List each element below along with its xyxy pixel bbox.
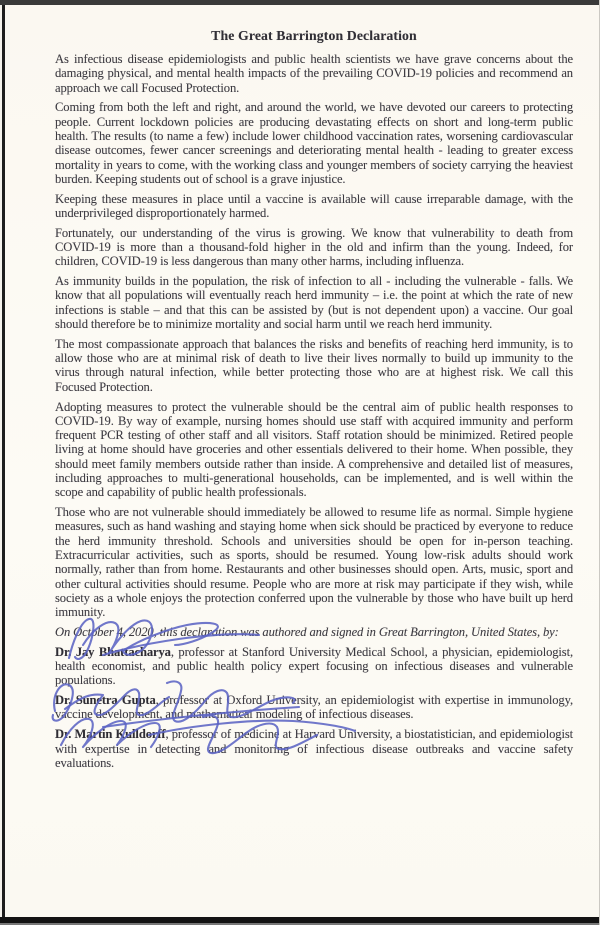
- signer-name: Dr. Jay Bhattacharya: [55, 644, 171, 659]
- paragraph-resume-life: Those who are not vulnerable should immediately be allowed to resume life as normal. Simple hygiene measures, such as hand washing and staying home when sick should be practiced by everyone to reduce the herd immunity threshold. Schools and universities should be open for in-person teaching. Extracurricular activities, such as sports, should be resumed. Young low-risk adults should work normally, rather than from home. Restaurants and other businesses should open. Arts, music, sport and other cultural activities should resume. People who are more at risk may participate if they wish, while society as a whole enjoys the protection conferred upon the vulnerable by those who have built up herd immunity.: [55, 505, 573, 620]
- signer-description: , professor of medicine at Harvard University, a biostatistician, and epidemiologist with expertise in detecting and monitoring of infectious disease outbreaks and vaccine safety evaluations.: [55, 727, 573, 770]
- signer-paragraph-gupta: [55, 693, 573, 722]
- signer-description: , professor at Oxford University, an epidemiologist with expertise in immunology, vaccine development, and mathematical modeling of infectious diseases.: [55, 693, 573, 722]
- document-title: The Great Barrington Declaration: [211, 28, 417, 43]
- signer-description: , professor at Stanford University Medical School, a physician, epidemiologist, health economist, and public health policy expert focusing on infectious diseases and vulnerable populations.: [55, 644, 573, 688]
- signer-name: Dr. Sunetra Gupta: [55, 693, 156, 708]
- paragraph-irreparable-damage: Keeping these measures in place until a vaccine is available will cause irreparable damage, with the underprivileged disproportionately harmed.: [55, 191, 573, 220]
- paragraph-focused-protection: The most compassionate approach that balances the risks and benefits of reaching herd immunity, is to allow those who are at minimal risk of death to live their lives normally to build up immunity to the virus through natural infection, while better protecting those who are at highest risk. We call this Focused Protection.: [55, 336, 573, 394]
- signer-name: Dr. Martin Kulldorff: [55, 727, 166, 742]
- paragraph-protect-vulnerable: Adopting measures to protect the vulnerable should be the central aim of public health responses to COVID-19. By way of example, nursing homes should use staff with acquired immunity and perform frequent PCR testing of other staff and all visitors. Staff rotation should be minimized. Retired people living at home should have groceries and other essentials delivered to their home. When possible, they should meet family members outside rather than inside. A comprehensive and detailed list of measures, including approaches to multi-generational households, can be implemented, and is well within the scope and capability of public health professionals.: [55, 399, 573, 500]
- paragraph-herd-immunity: As immunity builds in the population, the risk of infection to all - including the vulnerable - falls. We know that all populations will eventually reach herd immunity – i.e. the point at which the rate of new infections is stable – and that this can be assisted by (but is not dependent upon) a vaccine. Our goal should therefore be to minimize mortality and social harm until we reach herd immunity.: [55, 274, 573, 332]
- page-border-left: [2, 0, 5, 925]
- paragraph-vulnerability: Fortunately, our understanding of the virus is growing. We know that vulnerability to death from COVID-19 is more than a thousand-fold higher in the old and infirm than the young. Indeed, for children, COVID-19 is less dangerous than many other harms, including influenza.: [55, 225, 573, 269]
- signer-paragraph-bhattacharya: [55, 645, 573, 688]
- document-content: [55, 28, 573, 776]
- paragraph-intro: As infectious disease epidemiologists and public health scientists we have grave concerns about the damaging physical, and mental health impacts of the prevailing COVID-19 policies and recommend an approach we call Focused Protection.: [55, 52, 573, 95]
- paragraph-lockdown-effects: Coming from both the left and right, and around the world, we have devoted our careers to protecting people. Current lockdown policies are producing devastating effects on short and long-term public health. The results (to name a few) include lower childhood vaccination rates, worsening cardiovascular disease outcomes, fewer cancer screenings and deteriorating mental health - leading to greater excess mortality in years to come, with the working class and younger members of society carrying the heaviest burden. Keeping students out of school is a grave injustice.: [55, 100, 573, 186]
- date-line: On October 4, 2020, this declaration was authored and signed in Great Barrington, United States, by:: [55, 624, 559, 639]
- page-border-top: [0, 0, 600, 5]
- signer-paragraph-kulldorff: [55, 727, 573, 770]
